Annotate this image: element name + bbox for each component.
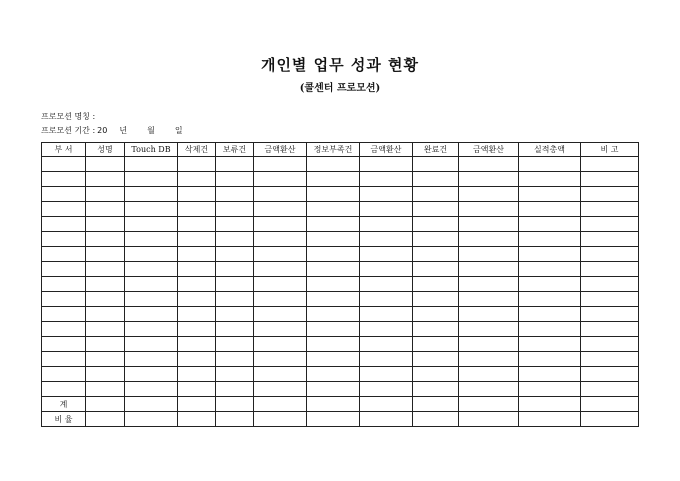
table-row xyxy=(42,172,639,187)
table-cell[interactable] xyxy=(42,277,86,292)
table-cell[interactable] xyxy=(42,187,86,202)
table-cell[interactable] xyxy=(42,307,86,322)
table-cell[interactable] xyxy=(459,172,519,187)
table-cell[interactable] xyxy=(581,277,639,292)
table-cell[interactable] xyxy=(459,262,519,277)
table-cell[interactable] xyxy=(216,292,254,307)
table-cell[interactable] xyxy=(125,172,178,187)
table-cell[interactable] xyxy=(519,382,581,397)
table-cell[interactable] xyxy=(125,217,178,232)
table-cell[interactable] xyxy=(216,337,254,352)
table-cell[interactable] xyxy=(42,292,86,307)
table-cell[interactable] xyxy=(42,322,86,337)
table-cell[interactable] xyxy=(519,277,581,292)
table-cell[interactable] xyxy=(125,262,178,277)
table-cell[interactable] xyxy=(254,292,307,307)
table-cell[interactable] xyxy=(125,337,178,352)
table-cell[interactable] xyxy=(86,307,125,322)
table-cell[interactable] xyxy=(413,292,459,307)
table-cell[interactable] xyxy=(581,157,639,172)
table-cell[interactable] xyxy=(216,202,254,217)
table-cell[interactable] xyxy=(125,397,178,412)
header-cell-amount-3: 금액환산 xyxy=(459,143,519,157)
table-cell[interactable] xyxy=(86,382,125,397)
header-cell-department: 부 서 xyxy=(42,143,86,157)
table-row xyxy=(42,337,639,352)
table-cell[interactable] xyxy=(216,187,254,202)
table-row xyxy=(42,217,639,232)
table-cell[interactable] xyxy=(519,217,581,232)
table-row xyxy=(42,247,639,262)
table-cell[interactable] xyxy=(254,187,307,202)
header-cell-name: 성명 xyxy=(86,143,125,157)
table-cell[interactable] xyxy=(178,172,216,187)
table-cell[interactable] xyxy=(307,247,360,262)
table-cell[interactable] xyxy=(581,397,639,412)
table-cell[interactable] xyxy=(86,397,125,412)
table-cell[interactable] xyxy=(519,247,581,262)
table-cell[interactable] xyxy=(216,352,254,367)
table-cell[interactable] xyxy=(86,322,125,337)
table-cell[interactable] xyxy=(216,307,254,322)
header-cell-completed: 완료건 xyxy=(413,143,459,157)
table-cell[interactable] xyxy=(307,262,360,277)
document-subtitle: (콜센터 프로모션) xyxy=(299,83,381,94)
table-cell[interactable] xyxy=(307,217,360,232)
table-cell[interactable] xyxy=(459,277,519,292)
table-cell[interactable] xyxy=(413,172,459,187)
table-cell[interactable] xyxy=(413,397,459,412)
table-row xyxy=(42,202,639,217)
table-cell[interactable] xyxy=(86,232,125,247)
table-cell[interactable] xyxy=(413,277,459,292)
table-cell[interactable] xyxy=(42,247,86,262)
table-cell[interactable] xyxy=(307,202,360,217)
table-cell[interactable] xyxy=(360,172,413,187)
table-cell[interactable] xyxy=(519,232,581,247)
table-cell[interactable] xyxy=(307,187,360,202)
period-year-prefix: 20 xyxy=(97,126,108,135)
table-cell[interactable] xyxy=(581,307,639,322)
promotion-period-label: 프로모션 기간 : xyxy=(41,126,96,135)
table-cell[interactable] xyxy=(254,322,307,337)
table-row xyxy=(42,367,639,382)
table-cell[interactable] xyxy=(413,247,459,262)
table-cell[interactable] xyxy=(216,157,254,172)
header-cell-remarks: 비 고 xyxy=(581,143,639,157)
table-cell[interactable] xyxy=(178,352,216,367)
table-cell[interactable] xyxy=(42,217,86,232)
table-cell[interactable] xyxy=(125,202,178,217)
table-cell[interactable] xyxy=(86,187,125,202)
table-row xyxy=(42,322,639,337)
table-cell[interactable] xyxy=(413,367,459,382)
year-unit: 년 xyxy=(119,126,128,135)
table-cell[interactable] xyxy=(413,187,459,202)
table-row xyxy=(42,277,639,292)
table-cell[interactable] xyxy=(178,157,216,172)
table-cell[interactable] xyxy=(178,232,216,247)
promotion-name-label: 프로모션 명칭 : xyxy=(41,112,96,121)
table-cell[interactable] xyxy=(307,322,360,337)
ratio-row xyxy=(42,412,639,427)
performance-table xyxy=(41,142,639,427)
table-cell[interactable] xyxy=(307,397,360,412)
table-cell[interactable] xyxy=(86,367,125,382)
table-cell[interactable] xyxy=(254,382,307,397)
table-cell[interactable] xyxy=(86,277,125,292)
table-cell[interactable] xyxy=(459,412,519,427)
table-cell[interactable] xyxy=(307,412,360,427)
table-cell[interactable] xyxy=(459,337,519,352)
table-cell[interactable] xyxy=(216,247,254,262)
table-cell[interactable] xyxy=(581,202,639,217)
table-cell[interactable] xyxy=(459,382,519,397)
table-cell[interactable] xyxy=(178,292,216,307)
table-cell[interactable] xyxy=(519,352,581,367)
promotion-period-line xyxy=(41,125,189,136)
total-row xyxy=(42,397,639,412)
table-cell[interactable] xyxy=(581,412,639,427)
table-cell[interactable] xyxy=(254,157,307,172)
table-cell[interactable] xyxy=(216,232,254,247)
table-cell[interactable] xyxy=(86,157,125,172)
table-cell[interactable] xyxy=(581,187,639,202)
table-cell[interactable] xyxy=(125,277,178,292)
table-cell[interactable] xyxy=(413,352,459,367)
table-cell[interactable] xyxy=(42,262,86,277)
table-cell[interactable] xyxy=(125,157,178,172)
table-cell[interactable] xyxy=(42,382,86,397)
table-cell[interactable] xyxy=(581,247,639,262)
table-cell[interactable] xyxy=(413,217,459,232)
table-cell[interactable] xyxy=(360,187,413,202)
table-cell[interactable] xyxy=(178,262,216,277)
table-cell[interactable] xyxy=(360,262,413,277)
table-row xyxy=(42,157,639,172)
table-cell[interactable] xyxy=(459,307,519,322)
ratio-label: 비 율 xyxy=(42,412,86,427)
table-cell[interactable] xyxy=(581,322,639,337)
header-cell-pending: 보류건 xyxy=(216,143,254,157)
table-cell[interactable] xyxy=(178,247,216,262)
table-cell[interactable] xyxy=(86,292,125,307)
table-cell[interactable] xyxy=(459,352,519,367)
table-header-row xyxy=(42,143,639,157)
table-cell[interactable] xyxy=(307,337,360,352)
table-cell[interactable] xyxy=(360,202,413,217)
table-cell[interactable] xyxy=(254,307,307,322)
table-cell[interactable] xyxy=(216,217,254,232)
promotion-name-line xyxy=(41,111,101,122)
table-cell[interactable] xyxy=(216,412,254,427)
table-cell[interactable] xyxy=(216,382,254,397)
table-cell[interactable] xyxy=(459,292,519,307)
table-cell[interactable] xyxy=(254,352,307,367)
table-cell[interactable] xyxy=(307,277,360,292)
table-cell[interactable] xyxy=(125,247,178,262)
table-cell[interactable] xyxy=(86,262,125,277)
table-cell[interactable] xyxy=(519,187,581,202)
table-cell[interactable] xyxy=(42,157,86,172)
table-cell[interactable] xyxy=(360,322,413,337)
table-cell[interactable] xyxy=(125,352,178,367)
table-row xyxy=(42,307,639,322)
table-cell[interactable] xyxy=(581,262,639,277)
table-cell[interactable] xyxy=(254,172,307,187)
table-cell[interactable] xyxy=(216,172,254,187)
table-cell[interactable] xyxy=(125,292,178,307)
table-cell[interactable] xyxy=(178,187,216,202)
table-cell[interactable] xyxy=(581,292,639,307)
table-cell[interactable] xyxy=(178,322,216,337)
table-cell[interactable] xyxy=(254,277,307,292)
table-cell[interactable] xyxy=(125,367,178,382)
table-cell[interactable] xyxy=(86,412,125,427)
document-title: 개인별 업무 성과 현황 xyxy=(260,56,420,74)
table-cell[interactable] xyxy=(360,307,413,322)
table-cell[interactable] xyxy=(254,232,307,247)
table-cell[interactable] xyxy=(581,217,639,232)
table-cell[interactable] xyxy=(459,367,519,382)
table-cell[interactable] xyxy=(178,367,216,382)
table-cell[interactable] xyxy=(216,322,254,337)
table-cell[interactable] xyxy=(519,202,581,217)
table-cell[interactable] xyxy=(307,382,360,397)
header-cell-touch-db: Touch DB xyxy=(125,143,178,157)
table-cell[interactable] xyxy=(86,172,125,187)
table-row xyxy=(42,262,639,277)
table-cell[interactable] xyxy=(413,202,459,217)
table-cell[interactable] xyxy=(459,322,519,337)
table-cell[interactable] xyxy=(459,397,519,412)
month-unit: 월 xyxy=(147,126,155,135)
day-unit: 일 xyxy=(174,126,183,135)
table-cell[interactable] xyxy=(307,367,360,382)
table-cell[interactable] xyxy=(459,187,519,202)
table-cell[interactable] xyxy=(125,232,178,247)
table-cell[interactable] xyxy=(581,367,639,382)
table-cell[interactable] xyxy=(42,202,86,217)
table-cell[interactable] xyxy=(459,157,519,172)
table-cell[interactable] xyxy=(360,367,413,382)
table-cell[interactable] xyxy=(216,397,254,412)
table-cell[interactable] xyxy=(519,172,581,187)
table-cell[interactable] xyxy=(360,277,413,292)
table-cell[interactable] xyxy=(42,352,86,367)
table-cell[interactable] xyxy=(178,202,216,217)
table-cell[interactable] xyxy=(360,247,413,262)
table-cell[interactable] xyxy=(581,337,639,352)
table-cell[interactable] xyxy=(360,397,413,412)
table-cell[interactable] xyxy=(178,337,216,352)
table-cell[interactable] xyxy=(42,232,86,247)
table-cell[interactable] xyxy=(125,412,178,427)
table-cell[interactable] xyxy=(519,292,581,307)
table-cell[interactable] xyxy=(216,277,254,292)
table-cell[interactable] xyxy=(307,307,360,322)
table-cell[interactable] xyxy=(360,232,413,247)
table-cell[interactable] xyxy=(42,337,86,352)
table-cell[interactable] xyxy=(360,412,413,427)
table-cell[interactable] xyxy=(413,307,459,322)
table-cell[interactable] xyxy=(178,217,216,232)
table-cell[interactable] xyxy=(459,217,519,232)
table-cell[interactable] xyxy=(519,262,581,277)
table-cell[interactable] xyxy=(254,412,307,427)
header-cell-info-lacking: 정보부족건 xyxy=(307,143,360,157)
table-cell[interactable] xyxy=(307,352,360,367)
table-cell[interactable] xyxy=(519,412,581,427)
table-cell[interactable] xyxy=(360,382,413,397)
table-cell[interactable] xyxy=(413,157,459,172)
table-row xyxy=(42,292,639,307)
header-cell-amount-1: 금액환산 xyxy=(254,143,307,157)
table-cell[interactable] xyxy=(307,172,360,187)
table-row xyxy=(42,187,639,202)
table-cell[interactable] xyxy=(178,277,216,292)
table-cell[interactable] xyxy=(581,352,639,367)
header-cell-total-performance: 실적총액 xyxy=(519,143,581,157)
table-cell[interactable] xyxy=(519,157,581,172)
header-cell-amount-2: 금액환산 xyxy=(360,143,413,157)
table-cell[interactable] xyxy=(86,217,125,232)
table-cell[interactable] xyxy=(581,232,639,247)
table-cell[interactable] xyxy=(413,262,459,277)
table-cell[interactable] xyxy=(360,352,413,367)
table-cell[interactable] xyxy=(459,247,519,262)
table-row xyxy=(42,352,639,367)
table-cell[interactable] xyxy=(519,322,581,337)
table-cell[interactable] xyxy=(360,337,413,352)
table-cell[interactable] xyxy=(86,337,125,352)
table-cell[interactable] xyxy=(178,397,216,412)
table-cell[interactable] xyxy=(86,352,125,367)
table-cell[interactable] xyxy=(413,322,459,337)
table-row xyxy=(42,382,639,397)
table-cell[interactable] xyxy=(360,157,413,172)
table-cell[interactable] xyxy=(459,202,519,217)
header-cell-deleted: 삭제건 xyxy=(178,143,216,157)
table-cell[interactable] xyxy=(125,322,178,337)
table-body xyxy=(42,157,639,427)
table-cell[interactable] xyxy=(581,172,639,187)
table-row xyxy=(42,232,639,247)
table-cell[interactable] xyxy=(581,382,639,397)
table-cell[interactable] xyxy=(413,232,459,247)
table-cell[interactable] xyxy=(125,382,178,397)
table-cell[interactable] xyxy=(254,397,307,412)
table-cell[interactable] xyxy=(360,292,413,307)
table-cell[interactable] xyxy=(413,382,459,397)
table-cell[interactable] xyxy=(86,247,125,262)
table-cell[interactable] xyxy=(519,307,581,322)
total-label: 계 xyxy=(42,397,86,412)
table-cell[interactable] xyxy=(519,367,581,382)
table-cell[interactable] xyxy=(413,412,459,427)
table-cell[interactable] xyxy=(254,247,307,262)
table-cell[interactable] xyxy=(307,157,360,172)
table-cell[interactable] xyxy=(459,232,519,247)
table-cell[interactable] xyxy=(178,307,216,322)
table-cell[interactable] xyxy=(254,367,307,382)
table-cell[interactable] xyxy=(307,292,360,307)
table-cell[interactable] xyxy=(42,172,86,187)
table-cell[interactable] xyxy=(519,337,581,352)
table-cell[interactable] xyxy=(519,397,581,412)
table-cell[interactable] xyxy=(178,412,216,427)
table-cell[interactable] xyxy=(254,202,307,217)
table-cell[interactable] xyxy=(254,262,307,277)
table-cell[interactable] xyxy=(178,382,216,397)
table-cell[interactable] xyxy=(86,202,125,217)
table-cell[interactable] xyxy=(125,187,178,202)
table-cell[interactable] xyxy=(413,337,459,352)
table-cell[interactable] xyxy=(307,232,360,247)
table-cell[interactable] xyxy=(216,367,254,382)
table-cell[interactable] xyxy=(125,307,178,322)
table-cell[interactable] xyxy=(254,217,307,232)
table-cell[interactable] xyxy=(254,337,307,352)
table-cell[interactable] xyxy=(216,262,254,277)
table-cell[interactable] xyxy=(360,217,413,232)
table-cell[interactable] xyxy=(42,367,86,382)
